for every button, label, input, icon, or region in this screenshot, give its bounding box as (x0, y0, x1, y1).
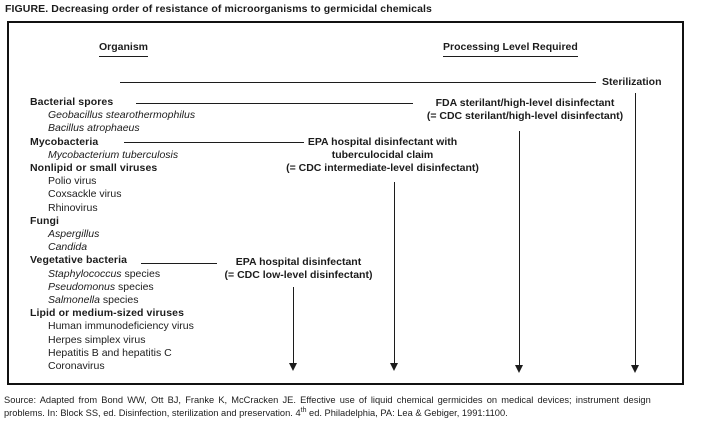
label-fda-line1: FDA sterilant/high-level disinfectant (435, 97, 615, 109)
epa-hospital-arrow-line (293, 287, 294, 364)
organism-column-header: Organism (99, 41, 148, 57)
epa-tuberculocidal-arrow-line (394, 182, 395, 364)
arrow-down-icon (631, 365, 639, 373)
label-fda-sterilant (415, 97, 635, 123)
arrow-down-icon (289, 363, 297, 371)
label-epa-tb-line2: tuberculocidal claim (331, 149, 434, 161)
organism-species: Rhinovirus (48, 201, 98, 214)
organism-category: Bacterial spores (30, 96, 114, 108)
label-epa-low-line2: (= CDC low-level disinfectant) (224, 269, 373, 281)
organism-species: Mycobacterium tuberculosis (48, 148, 179, 161)
organism-species: Aspergillus (48, 228, 100, 241)
label-sterilization: Sterilization (602, 76, 662, 88)
organism-category: Lipid or medium-sized viruses (30, 307, 185, 320)
label-fda-line2: (= CDC sterilant/high-level disinfectant) (426, 110, 624, 122)
label-epa-hospital (221, 256, 376, 282)
organism-species: Candida (48, 241, 88, 254)
fda-arrow-line (519, 131, 520, 366)
source-line2: problems. In: Block SS, ed. Disinfection, sterilization and preservation. 4th ed. Philadelphia, PA: Lea & Gebiger, 1991:1100. (4, 406, 508, 418)
arrow-down-icon (515, 365, 523, 373)
organism-species: Human immunodeficiency virus (48, 320, 194, 333)
organism-list (30, 96, 195, 373)
organism-species: Coronavirus (48, 360, 105, 373)
organism-species: Staphylococcus species (48, 267, 161, 280)
organism-category: Vegetative bacteria (30, 254, 128, 267)
sterilization-arrow-line (635, 93, 636, 365)
organism-category: Fungi (30, 214, 60, 227)
source-line1: Source: Adapted from Bond WW, Ott BJ, Franke K, McCracken JE. Effective use of liquid chemical germicides on medical devices; instrument design (4, 395, 651, 405)
label-epa-tb-line3: (= CDC intermediate-level disinfectant) (286, 162, 479, 174)
label-epa-tb-line1: EPA hospital disinfectant with (307, 136, 458, 148)
label-epa-tuberculocidal (285, 136, 480, 175)
figure-title: FIGURE. Decreasing order of resistance of microorganisms to germicidal chemicals (5, 3, 432, 15)
organism-category: Mycobacteria (30, 135, 99, 148)
organism-species: Polio virus (48, 175, 97, 188)
sterilization-connector-line (120, 82, 596, 83)
organism-species: Geobacillus stearothermophilus (48, 109, 196, 122)
organism-category: Nonlipid or small viruses (30, 162, 158, 175)
organism-species: Bacillus atrophaeus (48, 122, 140, 135)
organism-species: Herpes simplex virus (48, 333, 146, 346)
label-epa-low-line1: EPA hospital disinfectant (235, 256, 362, 268)
processing-column-header: Processing Level Required (443, 41, 578, 57)
superscript-th: th (300, 406, 307, 414)
source-citation (4, 394, 705, 419)
organism-species: Coxsackle virus (48, 188, 122, 201)
organism-species: Salmonella species (48, 294, 139, 307)
organism-species: Pseudomonus species (48, 280, 154, 293)
arrow-down-icon (390, 363, 398, 371)
organism-species: Hepatitis B and hepatitis C (48, 346, 172, 359)
